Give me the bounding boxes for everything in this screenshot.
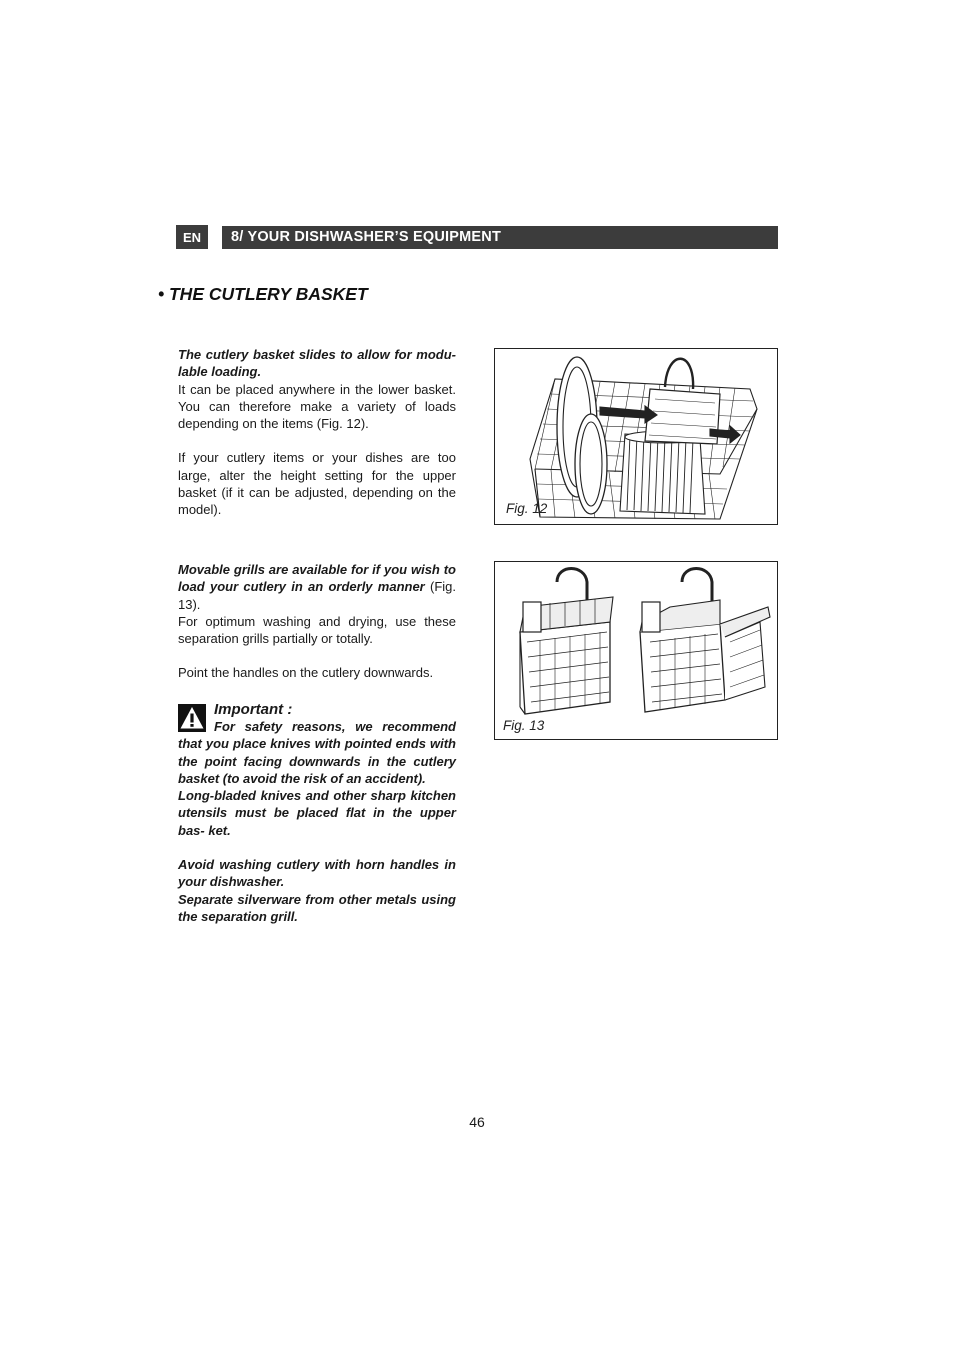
paragraph: If your cutlery items or your dishes are too large, alter the height setting for the upper basket (if it can be adjusted, depending on the model). bbox=[178, 450, 456, 518]
cutlery-basket-illustration bbox=[495, 562, 777, 739]
paragraph: It can be placed anywhere in the lower basket. You can therefore make a variety of loads depending on the items (Fig. 12). bbox=[178, 381, 456, 432]
chapter-header: 8/ YOUR DISHWASHER’S EQUIPMENT bbox=[222, 226, 778, 249]
figure-12 bbox=[494, 348, 778, 525]
important-title: Important : bbox=[214, 701, 293, 718]
paragraph: For optimum washing and drying, use these separation grills partially or totally. bbox=[178, 613, 456, 647]
page-number: 46 bbox=[469, 1114, 485, 1130]
figure-reference: (Fig. 13). bbox=[178, 579, 456, 612]
paragraph bbox=[178, 561, 456, 613]
section-title: • THE CUTLERY BASKET bbox=[158, 284, 368, 304]
paragraph: Long-bladed knives and other sharp kitchen utensils must be placed flat in the upper bas- ket. bbox=[178, 788, 456, 838]
paragraph: Avoid washing cutlery with horn handles in your dishwasher. bbox=[178, 857, 456, 890]
language-tab: EN bbox=[176, 225, 208, 249]
paragraph: For safety reasons, we recommend that you place knives with pointed ends with the point facing downwards in the cutlery basket (to avoid the risk of an accident). bbox=[178, 719, 456, 786]
text-block-basket-sliding bbox=[178, 346, 456, 519]
dish-rack-illustration bbox=[495, 349, 777, 524]
lead-sentence: The cutlery basket slides to allow for modu- lable loading. bbox=[178, 347, 456, 380]
figure-caption: Fig. 12 bbox=[506, 501, 548, 516]
figure-caption: Fig. 13 bbox=[503, 718, 545, 733]
paragraph: Separate silverware from other metals using the separation grill. bbox=[178, 891, 456, 924]
text-block-grills bbox=[178, 561, 456, 682]
lead-sentence: Movable grills are available for if you wish to load your cutlery in an orderly manner bbox=[178, 562, 456, 595]
paragraph: Point the handles on the cutlery downwards. bbox=[178, 665, 434, 681]
important-text bbox=[178, 718, 456, 925]
figure-13 bbox=[494, 561, 778, 740]
